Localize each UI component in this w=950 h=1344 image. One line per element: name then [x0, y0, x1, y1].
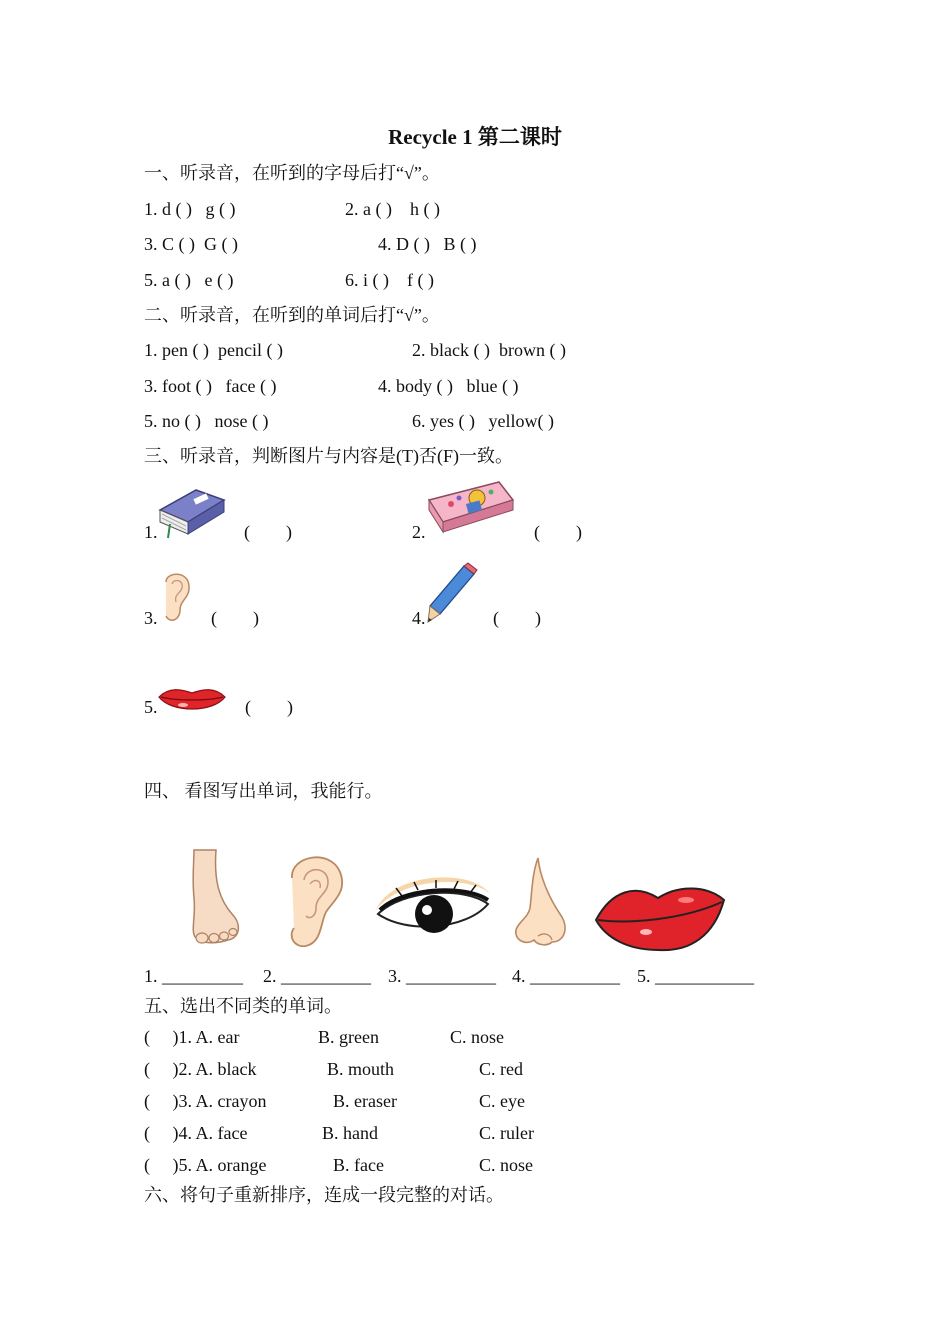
s5-row-3-a: ( )3. A. crayon: [144, 1091, 267, 1111]
section-4-heading: 四、 看图写出单词，我能行。: [144, 781, 383, 801]
book-icon: [156, 482, 228, 540]
s5-row-3-b: B. eraser: [333, 1091, 397, 1111]
s5-row-5-b: B. face: [333, 1155, 384, 1175]
s3-item-4-paren: ( ): [493, 608, 541, 628]
s2-item-4: 4. body ( ) blue ( ): [378, 376, 519, 396]
s5-row-2-c: C. red: [479, 1059, 523, 1079]
s4-blank-1[interactable]: 1. _________: [144, 966, 243, 986]
s5-row-4-b: B. hand: [322, 1123, 378, 1143]
s1-item-4: 4. D ( ) B ( ): [378, 234, 477, 254]
s2-item-2: 2. black ( ) brown ( ): [412, 340, 566, 360]
s5-row-5-a: ( )5. A. orange: [144, 1155, 267, 1175]
s4-blank-5[interactable]: 5. ___________: [637, 966, 754, 986]
ear-icon: [282, 850, 346, 950]
mouth-icon: [157, 683, 227, 715]
s4-blank-4[interactable]: 4. __________: [512, 966, 620, 986]
s3-item-3-number: 3.: [144, 608, 158, 628]
s4-blank-2[interactable]: 2. __________: [263, 966, 371, 986]
s3-item-2-number: 2.: [412, 522, 426, 542]
s5-row-2-b: B. mouth: [327, 1059, 395, 1079]
s2-item-1: 1. pen ( ) pencil ( ): [144, 340, 283, 360]
s5-row-5-c: C. nose: [479, 1155, 533, 1175]
s3-item-1-number: 1.: [144, 522, 158, 542]
eye-icon: [372, 870, 494, 942]
section-3-heading: 三、听录音，判断图片与内容是(T)否(F)一致。: [144, 446, 513, 466]
s3-item-5-number: 5.: [144, 697, 158, 717]
page-title: Recycle 1 第二课时: [388, 125, 562, 149]
s1-item-1: 1. d ( ) g ( ): [144, 199, 236, 219]
section-2-heading: 二、听录音，在听到的单词后打“√”。: [144, 305, 440, 325]
ear-icon: [158, 568, 194, 626]
section-1-heading: 一、听录音，在听到的字母后打“√”。: [144, 163, 440, 183]
s3-item-3-paren: ( ): [211, 608, 259, 628]
s4-blank-3[interactable]: 3. __________: [388, 966, 496, 986]
s1-item-5: 5. a ( ) e ( ): [144, 270, 234, 290]
s1-item-6: 6. i ( ) f ( ): [345, 270, 434, 290]
s5-row-1-b: B. green: [318, 1027, 379, 1047]
foot-icon: [182, 848, 244, 948]
s5-row-4-c: C. ruler: [479, 1123, 534, 1143]
s5-row-1-a: ( )1. A. ear: [144, 1027, 240, 1047]
pencil-box-icon: [425, 478, 517, 538]
s5-row-1-c: C. nose: [450, 1027, 504, 1047]
s2-item-6: 6. yes ( ) yellow( ): [412, 411, 554, 431]
s1-item-2: 2. a ( ) h ( ): [345, 199, 440, 219]
section-6-heading: 六、将句子重新排序，连成一段完整的对话。: [144, 1185, 504, 1205]
s5-row-3-c: C. eye: [479, 1091, 525, 1111]
s5-row-2-a: ( )2. A. black: [144, 1059, 257, 1079]
s2-item-5: 5. no ( ) nose ( ): [144, 411, 269, 431]
s1-item-3: 3. C ( ) G ( ): [144, 234, 238, 254]
s3-item-5-paren: ( ): [245, 697, 293, 717]
nose-icon: [508, 856, 570, 948]
s3-item-2-paren: ( ): [534, 522, 582, 542]
s5-row-4-a: ( )4. A. face: [144, 1123, 248, 1143]
pencil-icon: [424, 562, 478, 624]
s2-item-3: 3. foot ( ) face ( ): [144, 376, 277, 396]
mouth-icon: [592, 880, 728, 956]
s3-item-4-number: 4.: [412, 608, 426, 628]
section-5-heading: 五、选出不同类的单词。: [144, 996, 342, 1016]
s3-item-1-paren: ( ): [244, 522, 292, 542]
